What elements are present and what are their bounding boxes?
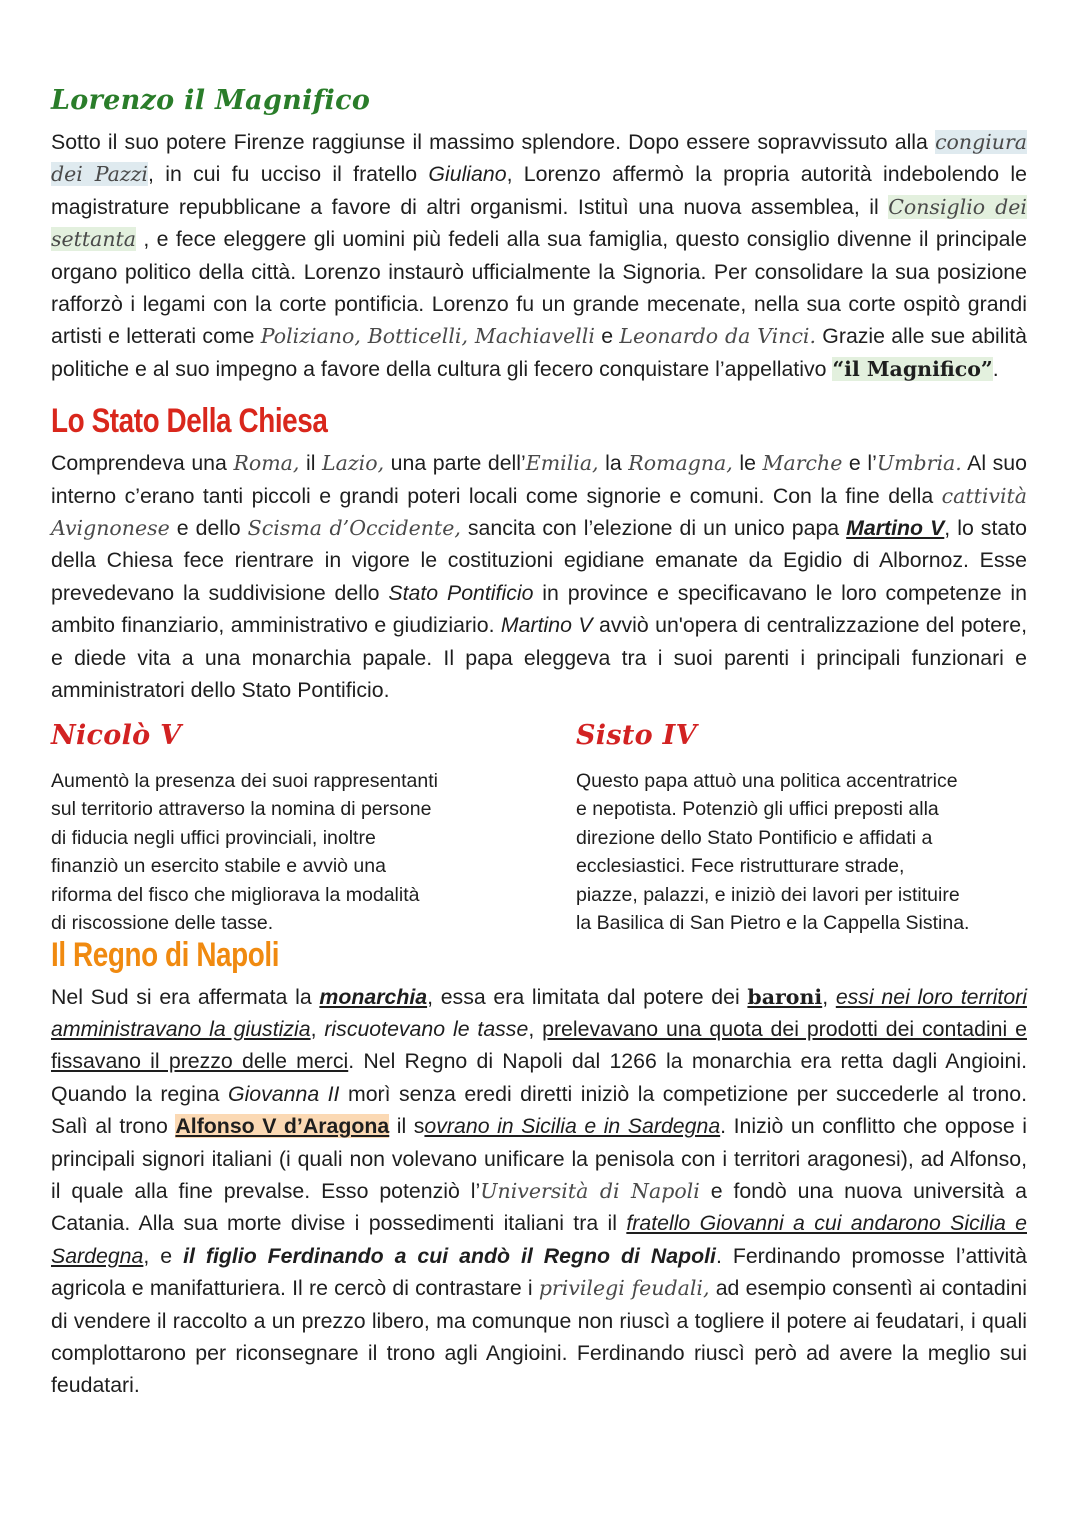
text-run: . Ferdinando promosse l’attività agricola e manifatturiera. Il re cercò di contrastare i [51, 1243, 1027, 1301]
paragraph-lorenzo [51, 126, 1027, 385]
term-marche: Marche [762, 451, 843, 476]
text-run: , [528, 1016, 543, 1041]
term-baroni: baroni [747, 984, 823, 1009]
text-run: , e fece eleggere gli uomini più fedeli alla sua famiglia, questo consiglio divenne il principale organo politico della città. Lorenzo instaurò ufficialmente la Signoria. Per consolidare la sua posizione rafforzò i legami con la corte pontificia. Lorenzo fu un grande mecenate, nella sua corte ospitò grandi artisti e letterati come [51, 227, 1027, 349]
sisto-line: direzione dello Stato Pontificio e affidati a [576, 826, 933, 849]
heading-stato-chiesa: Lo Stato Della Chiesa [51, 402, 328, 441]
term-tasse: riscuotevano le tasse [324, 1016, 529, 1041]
text-run: , [310, 1016, 325, 1041]
term-roma: Roma, [233, 451, 300, 476]
heading-lorenzo: Lorenzo il Magnifico [51, 85, 371, 116]
term-martino-v-2: Martino V [500, 613, 593, 638]
heading-sisto: Sisto IV [576, 719, 697, 751]
text-run: , Lorenzo affermò la propria autorità indebolendo le magistrature repubblicane a favore di altri organismi. Istituì una nuova assemblea, il [51, 162, 1027, 219]
term-artists: Poliziano, Botticelli, Machiavelli [260, 324, 595, 349]
sisto-line: e nepotista. Potenziò gli uffici preposti alla [576, 798, 939, 821]
term-figlio-ferdinando: il figlio Ferdinando a cui andò il Regno di Napoli [183, 1243, 716, 1268]
paragraph-regno-napoli [51, 981, 1027, 1402]
text-run: il s [389, 1114, 425, 1139]
text-run: . [992, 356, 999, 381]
text-run: . Iniziò un conflitto che oppose i principali signori italiani (i quali non volevano unificare la penisola con i territori aragonesi), ad Alfonso, il quale alla fine prevalse. Esso potenziò l’ [51, 1114, 1027, 1203]
sisto-line: piazze, palazzi, e iniziò dei lavori per istituire [576, 883, 960, 906]
text-run: sancita con l’elezione di un unico papa [460, 516, 847, 541]
term-martino-v: Martino V [846, 516, 945, 541]
text-run: la [598, 451, 629, 476]
column-nicolo [51, 717, 511, 939]
nicolo-line: di fiducia negli uffici provinciali, inoltre [51, 826, 376, 849]
popes-columns [51, 717, 1027, 935]
sisto-line: Questo papa attuò una politica accentratrice [576, 769, 958, 792]
term-umbria: Umbria. [876, 451, 962, 476]
text-run: , [822, 984, 836, 1009]
text-run: ad esempio consentì ai contadini di vendere il raccolto a un prezzo libero, ma comunque non riuscì a togliere il potere ai feudatari, i quali complottarono per riconsegnare il trono agli Angioini. Ferdinando riuscì però ad avere la meglio sui feudatari. [51, 1276, 1027, 1398]
text-run: Comprendeva una [51, 451, 234, 476]
term-prodotti: prelevavano una quota dei prodotti dei contadini e fissavano il prezzo delle merci [51, 1016, 1027, 1074]
term-romagna: Romagna, [628, 451, 733, 476]
text-run: . Nel Regno di Napoli dal 1266 la monarchia era retta dagli Angioini. Quando la regina [51, 1049, 1027, 1106]
term-privilegi: privilegi feudali, [538, 1276, 710, 1301]
text-run: Grazie alle sue abilità politiche e al suo impegno a favore della cultura gli fecero conquistare l’appellativo [51, 324, 1028, 381]
text-run: , in cui fu ucciso il fratello [147, 162, 429, 187]
text-run: Nel Sud si era affermata la [51, 984, 320, 1009]
sisto-line: la Basilica di San Pietro e la Cappella Sistina. [576, 912, 970, 935]
text-run: Sotto il suo potere Firenze raggiunse il massimo splendore. Dopo essere sopravvissuto alla [51, 130, 936, 154]
paragraph-stato-chiesa [51, 447, 1027, 706]
heading-regno-napoli: Il Regno di Napoli [51, 935, 280, 974]
term-stato-pontificio: Stato Pontificio [388, 580, 534, 605]
sisto-line: ecclesiastici. Fece ristrutturare strade, [576, 855, 905, 878]
term-universita: Università di Napoli [480, 1178, 700, 1203]
term-leonardo: Leonardo da Vinci. [619, 324, 816, 349]
term-cattivita: cattività Avignonese [51, 483, 1027, 541]
nicolo-line: finanziò un esercito stabile e avviò una [51, 855, 386, 878]
term-fratello-giovanni: fratello Giovanni a cui andarono Sicilia e Sardegna [51, 1211, 1027, 1268]
term-giustizia: essi nei loro territori amministravano la giustizia [51, 984, 1027, 1041]
term-giovanna: Giovanna II [228, 1081, 340, 1106]
nicolo-line: di riscossione delle tasse. [51, 912, 274, 935]
text-run: , e [143, 1243, 184, 1268]
term-scisma: Scisma d’Occidente, [247, 516, 461, 541]
text-run: in province e specificavano le loro competenze in ambito finanziario, amministrativo e giudiziario. [51, 580, 1028, 638]
text-run: e fondò una nuova università a Catania. Alla sua morte divise i possedimenti italiani tra il [51, 1178, 1027, 1236]
term-congiura-pazzi: congiura dei Pazzi [51, 130, 1027, 187]
term-il-magnifico: “il Magnifico” [832, 356, 993, 381]
document-page [51, 82, 1027, 1402]
text-run: , essa era limitata dal potere dei [427, 984, 748, 1009]
term-alfonso: Alfonso V d’Aragona [175, 1114, 390, 1139]
column-sisto [576, 717, 1027, 939]
term-emilia: Emilia, [525, 451, 599, 476]
text-run: morì senza eredi diretti iniziò la competizione per succederle al trono. Salì al trono [51, 1081, 1027, 1139]
text-run: , lo stato della Chiesa fece rientrare in vigore le costituzioni egidiane emanate da Egidio di Albornoz. Esse prevedevano la suddivisione dello [51, 516, 1027, 605]
text-run: avviò un'opera di centralizzazione del potere, e diede vita a una monarchia papale. Il papa eleggeva tra i suoi parenti i principali funzionari e amministratori dello Stato Pontificio. [51, 613, 1028, 703]
term-consiglio-settanta: Consiglio dei settanta [51, 194, 1027, 252]
text-run: il [299, 451, 323, 476]
nicolo-line: Aumentò la presenza dei suoi rappresentanti [51, 769, 438, 792]
term-lazio: Lazio, [322, 451, 385, 476]
text-run: le [732, 451, 763, 476]
nicolo-line: sul territorio attraverso la nomina di persone [51, 798, 432, 821]
text-run: Al suo interno c’erano tanti piccoli e grandi poteri locali come signorie e comuni. Con la fine della [51, 451, 1027, 508]
term-monarchia: monarchia [319, 984, 428, 1009]
text-run: e dello [169, 516, 248, 541]
term-giuliano: Giuliano [428, 162, 507, 187]
heading-nicolo: Nicolò V [51, 719, 182, 751]
text-run: e [594, 324, 620, 349]
text-run: e l’ [842, 451, 877, 476]
nicolo-line: riforma del fisco che migliorava la modalità [51, 883, 420, 906]
text-run: una parte dell’ [384, 451, 526, 476]
term-sovrano: ovrano in Sicilia e in Sardegna [424, 1114, 721, 1139]
